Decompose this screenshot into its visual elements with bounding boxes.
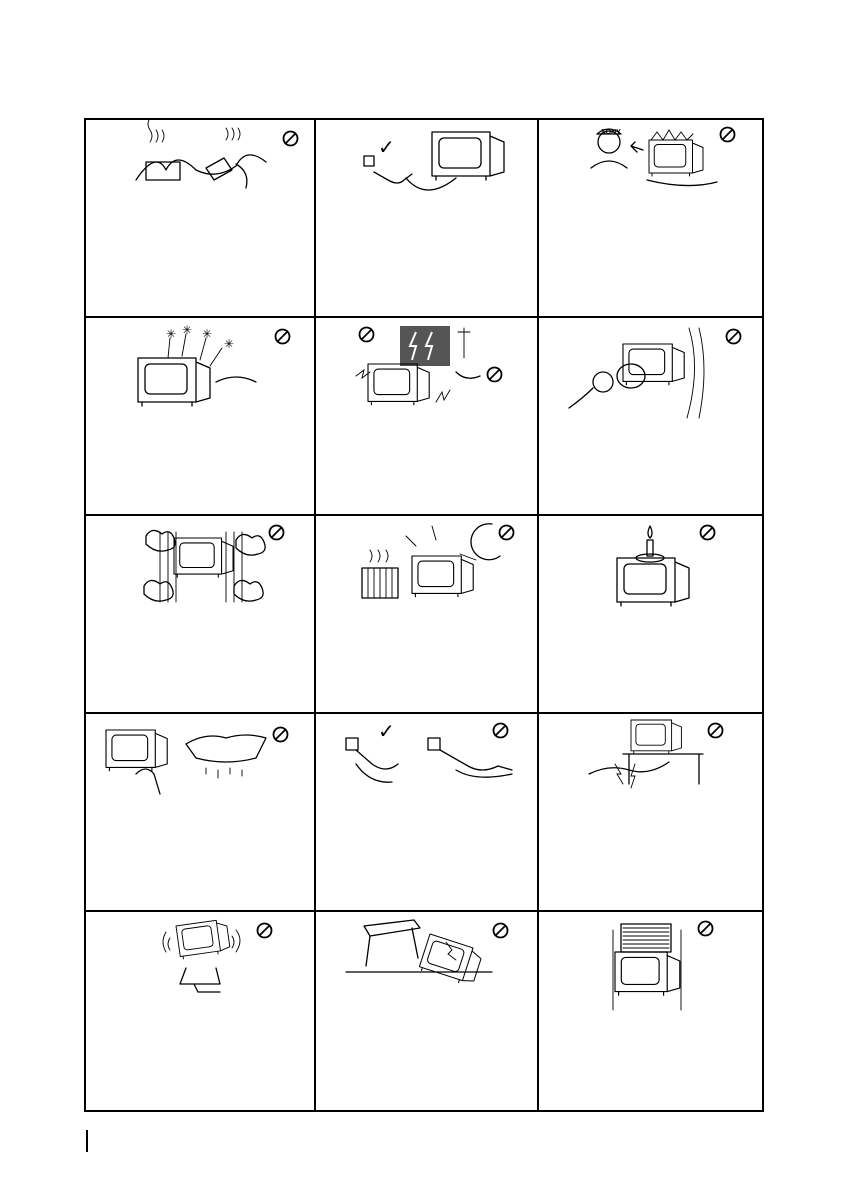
safety-illustration-grid: [84, 118, 764, 1112]
prohibited-icon: [268, 524, 285, 541]
check-icon: ✓: [378, 721, 395, 743]
prohibited-icon: [492, 922, 509, 939]
cell-heat-sunlight: [316, 516, 539, 714]
prohibited-icon: [719, 126, 736, 143]
prohibited-icon: [272, 726, 289, 743]
cell-candle-on-top: [539, 516, 762, 714]
enclosed-shelf-illustration: [86, 516, 314, 712]
page-margin-rule: [86, 1130, 88, 1152]
unstable-surface-illustration: [86, 912, 314, 1110]
unplug-illustration: [316, 120, 537, 316]
prohibited-icon: [282, 130, 299, 147]
cell-service-by-technician: [539, 120, 762, 318]
svg-text:✳: ✳: [202, 327, 213, 341]
prohibited-icon: [274, 328, 291, 345]
damaged-cord-illustration: [539, 714, 762, 910]
prohibited-icon: [498, 524, 515, 541]
svg-text:✳: ✳: [182, 323, 193, 337]
svg-text:SONY: SONY: [601, 129, 621, 136]
cell-damaged-cord: [539, 714, 762, 912]
wet-cloth-illustration: [86, 714, 314, 910]
steam-illustration: [539, 318, 762, 514]
check-icon: ✓: [378, 137, 395, 159]
overloaded-outlet-illustration: [86, 120, 314, 316]
cell-wet-cloth-cleaning: [86, 714, 316, 912]
cell-dust-enclosed: [86, 516, 316, 714]
plug-handling-illustration: [316, 714, 537, 910]
objects-into-tv-illustration: [86, 318, 314, 514]
svg-text:✳: ✳: [224, 337, 235, 351]
svg-text:✳: ✳: [166, 327, 177, 341]
prohibited-icon: [697, 920, 714, 937]
prohibited-icon: [486, 366, 503, 383]
candle-illustration: [539, 516, 762, 712]
cell-lightning-storm: [316, 318, 539, 516]
cell-unplug-power-cord: [316, 120, 539, 318]
prohibited-icon: [725, 328, 742, 345]
prohibited-icon: [256, 922, 273, 939]
technician-illustration: [539, 120, 762, 316]
prohibited-icon: [707, 722, 724, 739]
prohibited-icon: [358, 326, 375, 343]
blocked-vent-illustration: [539, 912, 762, 1110]
cell-plug-handling: [316, 714, 539, 912]
prohibited-icon: [699, 524, 716, 541]
cell-blocked-ventilation: [539, 912, 762, 1110]
cell-falling-tv: [316, 912, 539, 1110]
cell-unstable-surface: [86, 912, 316, 1110]
prohibited-icon: [492, 722, 509, 739]
cell-humidity-steam: [539, 318, 762, 516]
heater-sun-illustration: [316, 516, 537, 712]
falling-tv-illustration: [316, 912, 537, 1110]
cell-overloaded-outlet: [86, 120, 316, 318]
lightning-illustration: [316, 318, 537, 514]
cell-no-objects-inside: [86, 318, 316, 516]
